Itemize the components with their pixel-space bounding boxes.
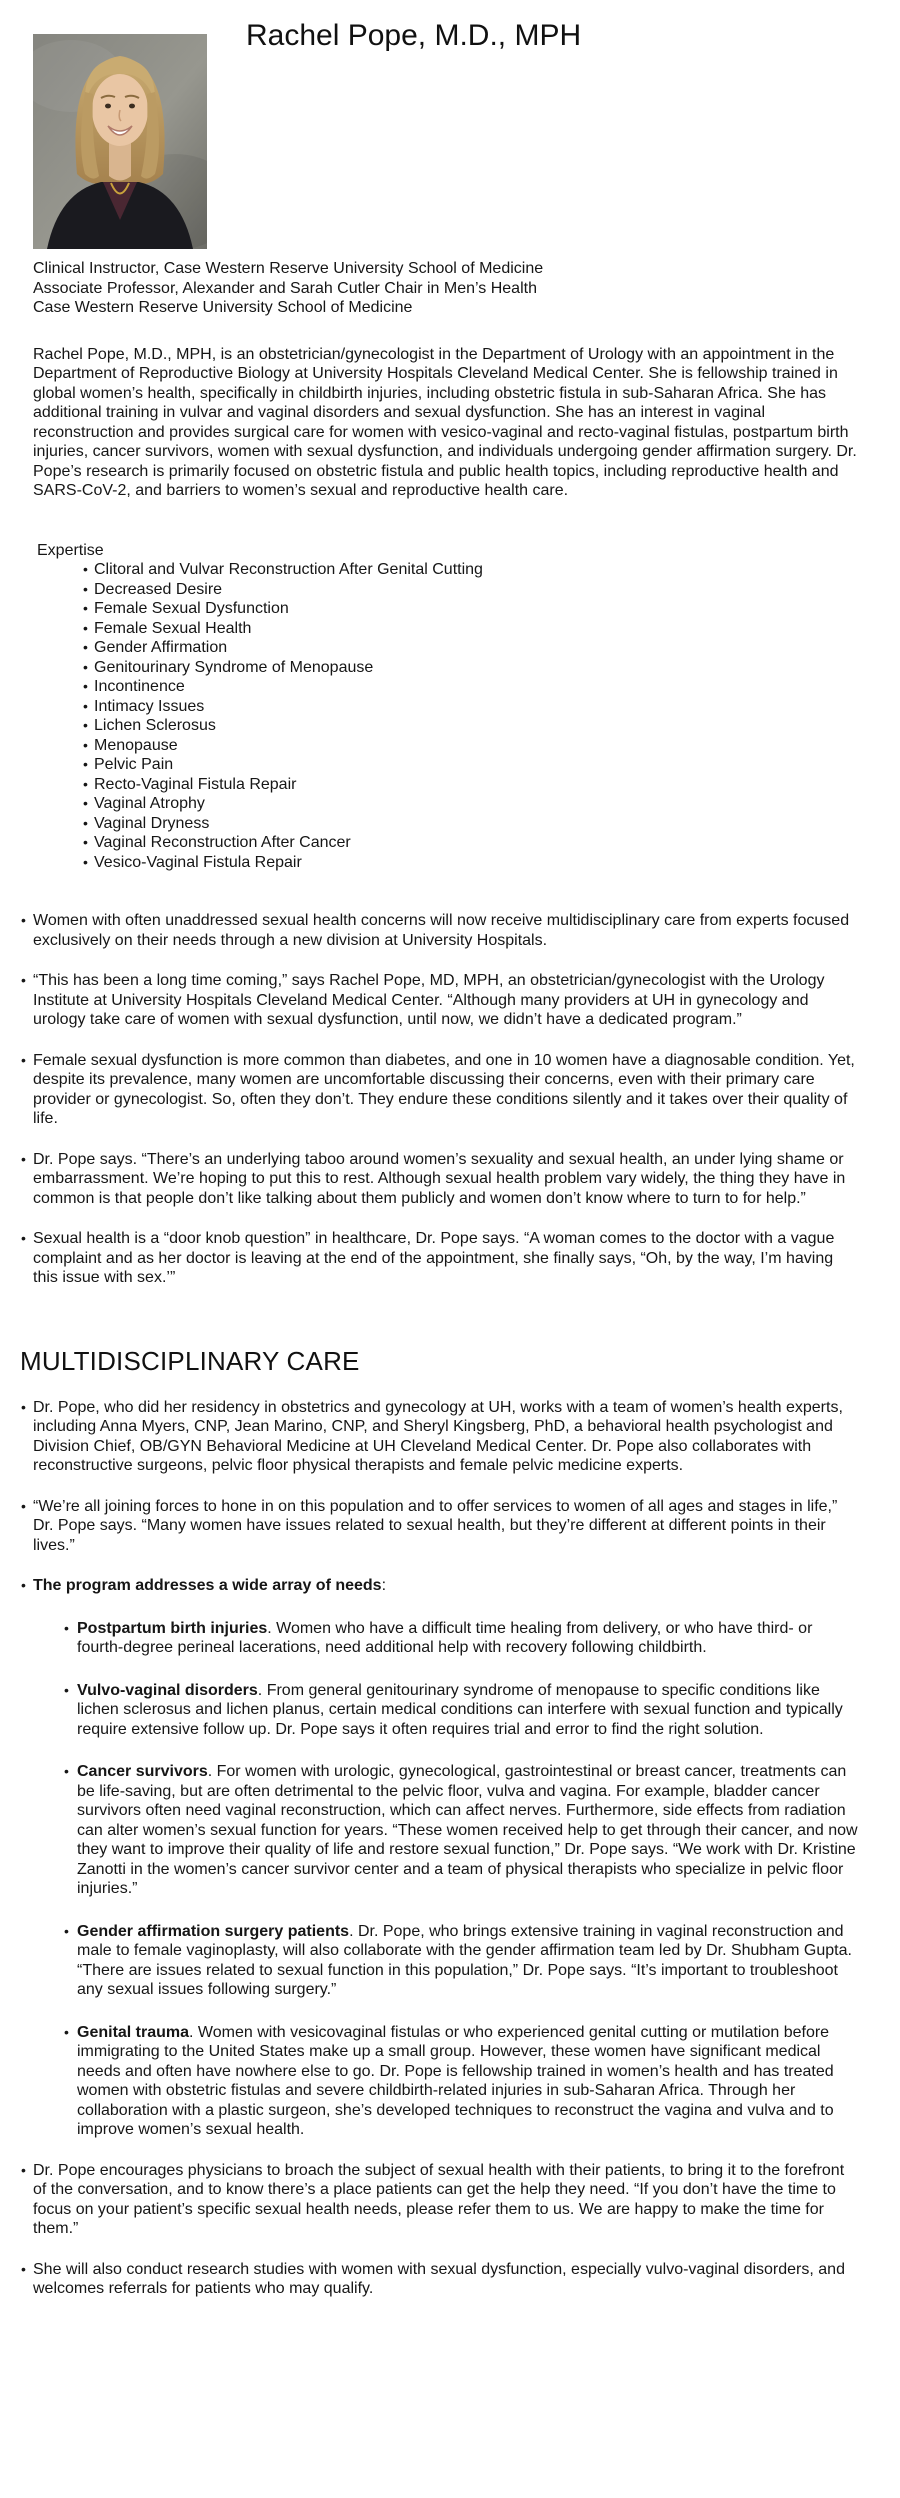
need-title: Gender affirmation surgery patients xyxy=(77,1922,350,1940)
need-title: Postpartum birth injuries xyxy=(77,1619,268,1637)
closing-bullet-list xyxy=(21,2161,860,2299)
page-title: Rachel Pope, M.D., MPH xyxy=(246,19,582,52)
credentials-block xyxy=(33,259,860,318)
bullet-paragraph: • Female sexual dysfunction is more common than diabetes, and one in 10 women have a diagnosable condition. Yet, despite its prevalence, many women are uncomfortable discussing their concerns, even with their primary care provider or gynecologist. So, often they don’t. They endure these conditions silently and it takes over their quality of life. xyxy=(21,1051,860,1129)
expertise-item: • Gender Affirmation xyxy=(83,638,860,658)
expertise-section xyxy=(33,541,860,873)
expertise-label: Expertise xyxy=(37,541,104,559)
expertise-list xyxy=(33,560,860,872)
credential-line: Clinical Instructor, Case Western Reserve University School of Medicine xyxy=(33,260,544,277)
expertise-item: • Intimacy Issues xyxy=(83,697,860,717)
bullet-paragraph: • “This has been a long time coming,” says Rachel Pope, MD, MPH, an obstetrician/gynecologist with the Urology Institute at University Hospitals Cleveland Medical Center. “Although many providers at UH in gynecology and urology take care of women with sexual dysfunction, until now, we didn’t have a dedicated program.” xyxy=(21,971,860,1030)
bullet-paragraph: • Dr. Pope says. “There’s an underlying taboo around women’s sexuality and sexual health, an under lying shame or embarrassment. We’re hoping to put this to rest. Although sexual health problem vary widely, the thing they have in common is that people don’t like talking about them publicly and women don’t know where to turn to for help.” xyxy=(21,1150,860,1209)
intro-bullet-list xyxy=(21,911,860,1288)
program-lead-suffix: : xyxy=(381,1577,387,1594)
need-text: . From general genitourinary syndrome of menopause to specific conditions like lichen sclerosus and lichen planus, certain medical conditions can interfere with sexual function and typically require extensive follow up. Dr. Pope says it often requires trial and error to find the right solution. xyxy=(77,1681,843,1738)
bullet-paragraph: • She will also conduct research studies with women with sexual dysfunction, especially vulvo-vaginal disorders, and welcomes referrals for patients who may qualify. xyxy=(21,2260,860,2299)
expertise-item: • Recto-Vaginal Fistula Repair xyxy=(83,775,860,795)
expertise-item: • Menopause xyxy=(83,736,860,756)
portrait-illustration xyxy=(33,34,207,249)
profile-photo xyxy=(33,34,207,249)
program-lead-paragraph xyxy=(21,1576,860,1596)
credential-line: Associate Professor, Alexander and Sarah Cutler Chair in Men’s Health xyxy=(33,279,537,297)
need-text: . Women with vesicovaginal fistulas or who experienced genital cutting or mutilation before immigrating to the United States make up a small group. However, these women have significant medical needs and often have nowhere else to go. Dr. Pope is fellowship trained in women’s health and has treated women with obstetric fistulas and severe childbirth-related injuries in sub-Saharan Africa. Through her collaboration with a plastic surgeon, she’s developed techniques to reconstruct the vagina and vulva and to improve women’s sexual health. xyxy=(77,2023,834,2138)
need-item xyxy=(64,1681,860,1740)
need-item xyxy=(64,1922,860,2000)
expertise-item: • Genitourinary Syndrome of Menopause xyxy=(83,658,860,678)
bullet-paragraph: • Sexual health is a “door knob question” in healthcare, Dr. Pope says. “A woman comes to the doctor with a vague complaint and as her doctor is leaving at the end of the appointment, she finally says, “Oh, by the way, I’m having this issue with sex.’” xyxy=(21,1229,860,1288)
expertise-item: • Incontinence xyxy=(83,677,860,697)
need-text: . For women with urologic, gynecological, gastrointestinal or breast cancer, treatments can be life-saving, but are often detrimental to the pelvic floor, vulva and vagina. For example, bladder cancer survivors often need vaginal reconstruction, which can affect nerves. Furthermore, side effects from radiation can alter women’s sexual function for years. “These women received help to get through their cancer, and now they want to improve their quality of life and restore sexual function,” Dr. Pope says. “We work with Dr. Kristine Zanotti in the women’s cancer survivor center and a team of physical therapists who specialize in pelvic floor injuries.” xyxy=(77,1763,858,1897)
expertise-item: • Lichen Sclerosus xyxy=(83,716,860,736)
need-text: . Women who have a difficult time healing from delivery, or who have third- or fourth-degree perineal lacerations, need additional help with recovery following childbirth. xyxy=(77,1619,813,1656)
expertise-item: • Female Sexual Dysfunction xyxy=(83,599,860,619)
expertise-item: • Pelvic Pain xyxy=(83,755,860,775)
expertise-item: • Vaginal Dryness xyxy=(83,814,860,834)
care-bullet-list xyxy=(21,1398,860,1596)
expertise-item: • Vesico-Vaginal Fistula Repair xyxy=(83,853,860,873)
program-lead-bold: The program addresses a wide array of needs xyxy=(33,1577,382,1594)
expertise-item: • Clitoral and Vulvar Reconstruction After Genital Cutting xyxy=(83,560,860,580)
credential-line: Case Western Reserve University School of Medicine xyxy=(33,299,413,316)
need-title: Genital trauma xyxy=(77,2023,190,2041)
bullet-paragraph: • Women with often unaddressed sexual health concerns will now receive multidisciplinary care from experts focused exclusively on their needs through a new division at University Hospitals. xyxy=(21,911,860,950)
need-title: Cancer survivors xyxy=(77,1763,208,1780)
need-item xyxy=(64,1762,860,1899)
bullet-paragraph: • Dr. Pope, who did her residency in obstetrics and gynecology at UH, works with a team of women’s health experts, including Anna Myers, CNP, Jean Marino, CNP, and Sheryl Kingsberg, PhD, a behavioral health psychologist and Division Chief, OB/GYN Behavioral Medicine at UH Cleveland Medical Center. Dr. Pope also collaborates with reconstructive surgeons, pelvic floor physical therapists and female pelvic medicine experts. xyxy=(21,1398,860,1476)
bullet-paragraph: • Dr. Pope encourages physicians to broach the subject of sexual health with their patients, to bring it to the forefront of the conversation, and to know there’s a place patients can get the help they need. “If you don’t have the time to focus on your patient’s specific sexual health needs, please refer them to us. We are happy to make the time for them.” xyxy=(21,2161,860,2239)
section-heading-multidisciplinary-care: MULTIDISCIPLINARY CARE xyxy=(20,1345,360,1376)
bullet-paragraph: • “We’re all joining forces to hone in on this population and to offer services to women of all ages and stages in life,” Dr. Pope says. “Many women have issues related to sexual health, but they’re different at different points in their lives.” xyxy=(21,1497,860,1556)
profile-header xyxy=(33,18,860,249)
need-title: Vulvo-vaginal disorders xyxy=(77,1681,258,1699)
need-text: . Dr. Pope, who brings extensive training in vaginal reconstruction and male to female vaginoplasty, will also collaborate with the gender affirmation team led by Dr. Shubham Gupta. “There are issues related to sexual function in this population,” Dr. Pope says. “It’s important to troubleshoot any sexual issues following surgery.” xyxy=(77,1922,852,1998)
expertise-item: • Vaginal Reconstruction After Cancer xyxy=(83,833,860,853)
bio-paragraph: Rachel Pope, M.D., MPH, is an obstetrician/gynecologist in the Department of Urology with an appointment in the Department of Reproductive Biology at University Hospitals Cleveland Medical Center. She is fellowship trained in global women’s health, specifically in childbirth injuries, including obstetric fistula in sub-Saharan Africa. She has additional training in vulvar and vaginal disorders and sexual dysfunction. She has an interest in vaginal reconstruction and provides surgical care for women with vesico-vaginal and recto-vaginal fistulas, postpartum birth injuries, cancer survivors, women with sexual dysfunction, and individuals undergoing gender affirmation surgery. Dr. Pope’s research is primarily focused on obstetric fistula and public health topics, including reproductive health and SARS-CoV-2, and barriers to women’s sexual and reproductive health care. xyxy=(33,345,857,499)
needs-list xyxy=(64,1619,860,2140)
need-item xyxy=(64,2023,860,2140)
expertise-item: • Female Sexual Health xyxy=(83,619,860,639)
expertise-item: • Decreased Desire xyxy=(83,580,860,600)
expertise-item: • Vaginal Atrophy xyxy=(83,794,860,814)
need-item xyxy=(64,1619,860,1658)
